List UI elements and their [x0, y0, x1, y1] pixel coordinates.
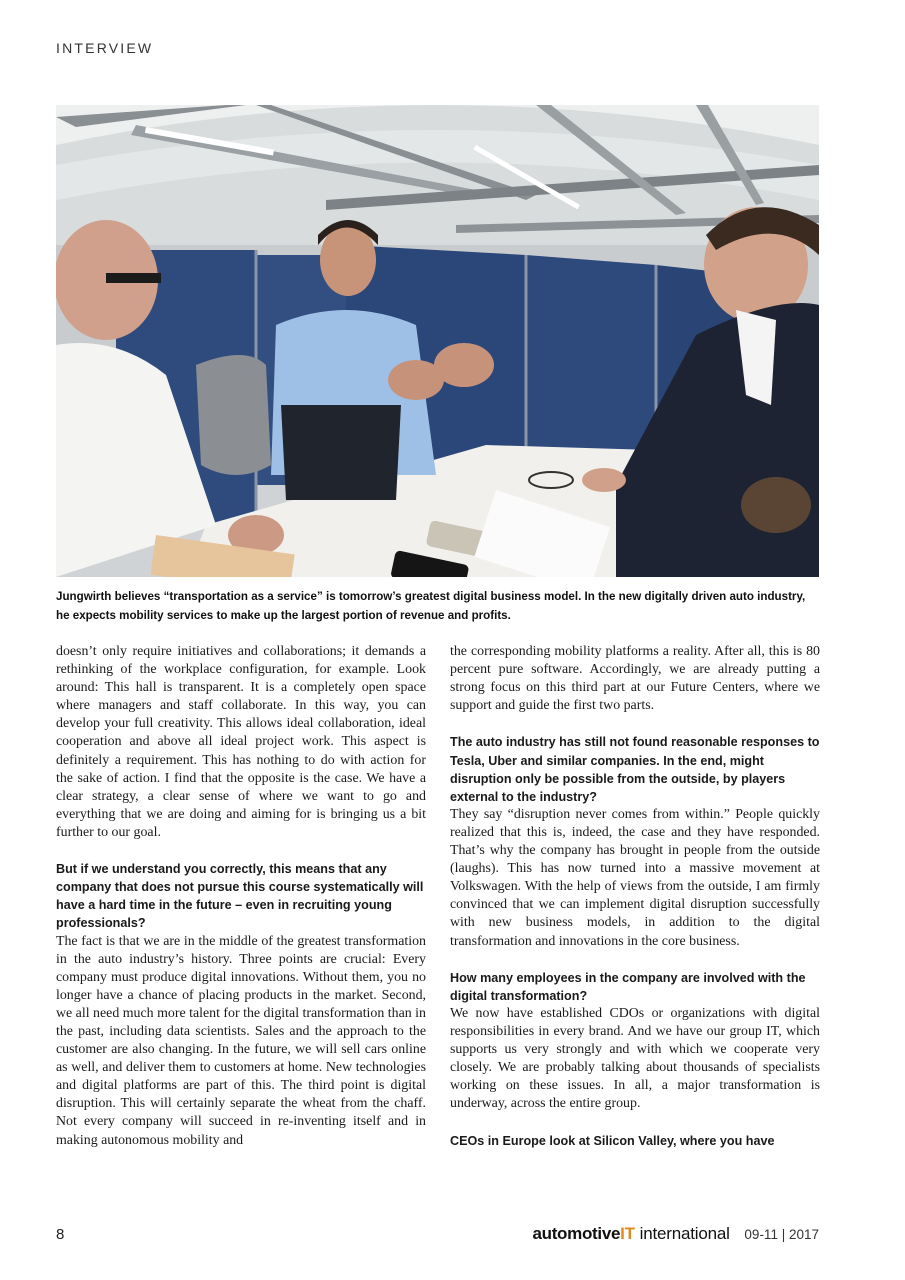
article-column-left — [56, 643, 426, 1150]
article-paragraph: The fact is that we are in the middle of the greatest transformation in the auto industry’s history. Three points are crucial: Every company must produce digital innovations. Without them, you no longer have a chance of placing products in the market. Second, we all need much more talent for the digital transformation than in the past, including data scientists. Sales and the approach to the customer are also changing. In the future, we will sell cars online as well, and deliver them to customers at home. New technologies and digital platforms are part of this. The third point is digital disruption. This will certainly separate the wheat from the chaff. Not every company will succeed in re-inventing itself and in making autonomous mobility and — [56, 933, 426, 1148]
interview-question: The auto industry has still not found reasonable responses to Tesla, Uber and similar companies. In the end, might disruption only be possible from the outside, by players external to the industry? — [450, 735, 820, 804]
article-paragraph: We now have established CDOs or organizations with digital responsibilities in every brand. And we have our group IT, which supports us very strongly and with which we cooperate very closely. We are probably talking about thousands of specialists working on these issues. In all, a major transformation is underway, across the entire group. — [450, 1005, 820, 1112]
article-paragraph: the corresponding mobility platforms a reality. After all, this is 80 percent pure software. Accordingly, we are already putting a strong focus on this third part at our Future Centers, where we support and guide the first two parts. — [450, 644, 820, 714]
section-label: INTERVIEW — [56, 40, 154, 56]
interview-question: But if we understand you correctly, this means that any company that does not pursue this course systematically will have a hard time in the future – even in recruiting young professionals? — [56, 862, 424, 931]
photo-caption: Jungwirth believes “transportation as a service” is tomorrow’s greatest digital business model. In the new digitally driven auto industry, he expects mobility services to make up the largest portion of revenue and profits. — [56, 590, 806, 622]
brand-logo-part: international — [639, 1224, 730, 1243]
issue-date: 09-11 | 2017 — [744, 1227, 819, 1242]
brand-logo-part: automotive — [532, 1224, 621, 1243]
article-column-right — [450, 643, 820, 1150]
publication-footer — [532, 1224, 819, 1244]
interview-photo — [56, 105, 819, 577]
article-paragraph: doesn’t only require initiatives and collaborations; it demands a rethinking of the workplace configuration, for example. Look around: This hall is transparent. It is a completely open space where managers and staff collaborate. In this way, you can develop your full creativity. This allows ideal collaboration, ideal cooperation and above all ideal project work. This aspect is definitely a requirement. This has nothing to do with action for the sake of action. I find that the opposite is the case. We have a clear strategy, a clear sense of where we want to go and everything that we are doing and aiming for is bringing us a bit further to our goal. — [56, 644, 426, 840]
article-paragraph: They say “disruption never comes from within.” People quickly realized that this is, indeed, the case and they have responded. That’s why the company has brought in people from the outside (laughs). This has now turned into a massive movement at Volkswagen. With the help of views from the outside, I am firmly convinced that we can implement digital disruption successfully with new business models, in addition to the digital transformation and innovations in the core business. — [450, 806, 820, 949]
page-number: 8 — [56, 1226, 65, 1243]
interview-question: How many employees in the company are involved with the digital transformation? — [450, 970, 806, 1003]
interview-question: CEOs in Europe look at Silicon Valley, where you have — [450, 1133, 775, 1148]
brand-logo-it: IT — [620, 1224, 635, 1243]
